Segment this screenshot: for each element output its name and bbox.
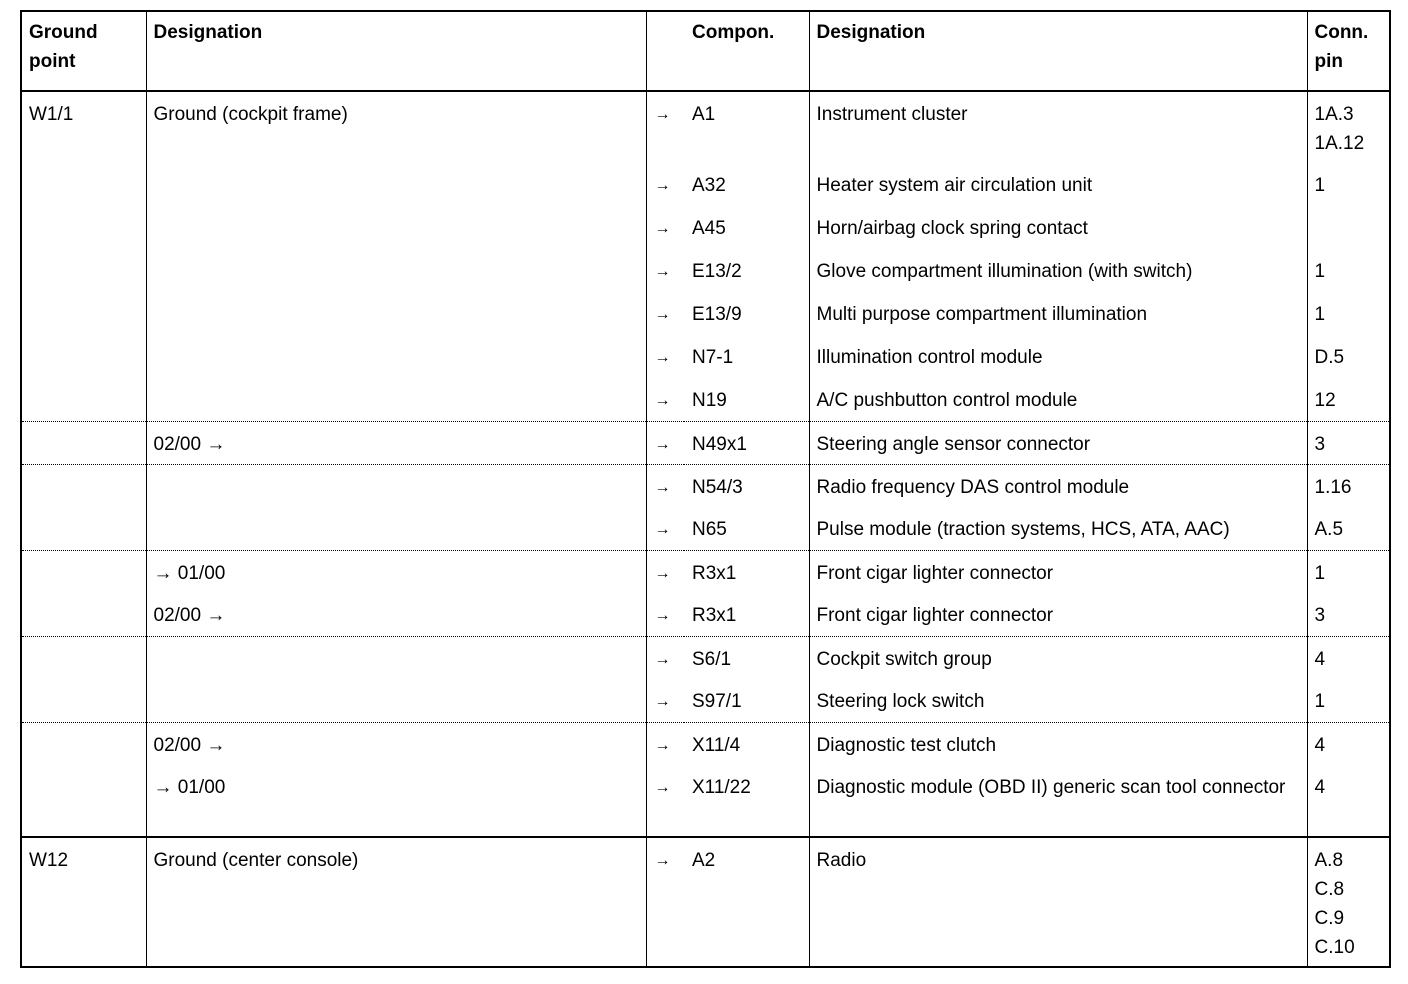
component-cell: E13/2: [684, 249, 809, 292]
designation-cell: Ground (cockpit frame): [146, 91, 646, 163]
component-designation-cell: Glove compartment illumination (with switch): [809, 249, 1307, 292]
table-header-row: [21, 11, 1390, 91]
arrow-cell: →: [646, 550, 684, 593]
designation-cell: [146, 378, 646, 421]
conn-pin-cell: [1307, 292, 1390, 335]
conn-pin-value: 12: [1314, 390, 1336, 411]
table-row: [21, 206, 1390, 249]
arrow-cell: →: [646, 206, 684, 249]
designation-cell: Ground (center console): [146, 837, 646, 967]
component-cell: S6/1: [684, 636, 809, 679]
ground-point-cell: [21, 206, 146, 249]
ground-point-cell: [21, 464, 146, 507]
component-cell: A2: [684, 837, 809, 967]
conn-pin-cell: [1307, 421, 1390, 464]
conn-pin-value: 1: [1314, 691, 1326, 712]
ground-point-cell: [21, 765, 146, 837]
conn-pin-value: D.5: [1314, 347, 1345, 368]
ground-point-cell: [21, 378, 146, 421]
component-designation-cell: Radio frequency DAS control module: [809, 464, 1307, 507]
table-row: [21, 679, 1390, 722]
conn-pin-value: A.5: [1314, 519, 1344, 540]
arrow-cell: →: [646, 249, 684, 292]
conn-pin-cell: [1307, 163, 1390, 206]
component-designation-cell: Heater system air circulation unit: [809, 163, 1307, 206]
table-row: [21, 335, 1390, 378]
table-row: [21, 765, 1390, 837]
ground-point-cell: [21, 507, 146, 550]
header-component: Compon.: [684, 11, 809, 91]
component-cell: A32: [684, 163, 809, 206]
component-designation-cell: Pulse module (traction systems, HCS, ATA, AAC): [809, 507, 1307, 550]
designation-cell: 02/00 →: [146, 722, 646, 765]
conn-pin-value: 1A.3: [1314, 104, 1354, 125]
header-arrow-spacer: [646, 11, 684, 91]
component-designation-cell: Steering angle sensor connector: [809, 421, 1307, 464]
component-designation-cell: Front cigar lighter connector: [809, 550, 1307, 593]
ground-point-cell: [21, 679, 146, 722]
arrow-cell: →: [646, 335, 684, 378]
table-row: [21, 292, 1390, 335]
ground-point-cell: W1/1: [21, 91, 146, 163]
component-cell: E13/9: [684, 292, 809, 335]
conn-pin-value: 1: [1314, 261, 1326, 282]
table-row: [21, 593, 1390, 636]
arrow-cell: →: [646, 91, 684, 163]
conn-pin-value: 3: [1314, 605, 1326, 626]
designation-cell: [146, 679, 646, 722]
designation-cell: → 01/00: [146, 765, 646, 837]
arrow-cell: →: [646, 292, 684, 335]
component-designation-cell: A/C pushbutton control module: [809, 378, 1307, 421]
designation-cell: 02/00 →: [146, 593, 646, 636]
component-designation-cell: Horn/airbag clock spring contact: [809, 206, 1307, 249]
component-cell: N7-1: [684, 335, 809, 378]
ground-point-cell: [21, 292, 146, 335]
conn-pin-cell: [1307, 679, 1390, 722]
component-designation-cell: Front cigar lighter connector: [809, 593, 1307, 636]
table-row: [21, 421, 1390, 464]
component-cell: N54/3: [684, 464, 809, 507]
ground-point-cell: [21, 722, 146, 765]
conn-pin-value: 3: [1314, 433, 1326, 455]
conn-pin-cell: [1307, 335, 1390, 378]
component-designation-cell: Radio: [809, 837, 1307, 967]
component-cell: A1: [684, 91, 809, 163]
component-designation-cell: Illumination control module: [809, 335, 1307, 378]
table-row: [21, 163, 1390, 206]
header-ground-point: Ground point: [21, 11, 146, 91]
table-row: [21, 91, 1390, 163]
arrow-cell: →: [646, 679, 684, 722]
component-designation-cell: Cockpit switch group: [809, 636, 1307, 679]
conn-pin-cell: [1307, 722, 1390, 765]
table-row: [21, 837, 1390, 967]
conn-pin-value: C.9: [1314, 908, 1345, 929]
component-cell: R3x1: [684, 550, 809, 593]
component-designation-cell: Instrument cluster: [809, 91, 1307, 163]
conn-pin-value: 1: [1314, 304, 1326, 325]
table-row: [21, 249, 1390, 292]
component-cell: N49x1: [684, 421, 809, 464]
designation-cell: [146, 206, 646, 249]
conn-pin-cell: [1307, 249, 1390, 292]
arrow-cell: →: [646, 163, 684, 206]
table-row: [21, 550, 1390, 593]
ground-point-cell: [21, 335, 146, 378]
table-row: [21, 722, 1390, 765]
conn-pin-cell: [1307, 378, 1390, 421]
component-cell: N19: [684, 378, 809, 421]
header-component-designation: Designation: [809, 11, 1307, 91]
component-cell: A45: [684, 206, 809, 249]
component-designation-cell: Diagnostic module (OBD II) generic scan tool connector: [809, 765, 1307, 837]
component-cell: N65: [684, 507, 809, 550]
designation-cell: 02/00 →: [146, 421, 646, 464]
conn-pin-cell: [1307, 837, 1390, 967]
ground-point-cell: W12: [21, 837, 146, 967]
conn-pin-value: 4: [1314, 648, 1326, 670]
conn-pin-value: 1: [1314, 562, 1326, 584]
designation-cell: [146, 335, 646, 378]
component-designation-cell: Steering lock switch: [809, 679, 1307, 722]
ground-point-cell: [21, 593, 146, 636]
conn-pin-value: 1A.12: [1314, 133, 1365, 154]
table-row: [21, 378, 1390, 421]
arrow-cell: →: [646, 378, 684, 421]
component-designation-cell: Diagnostic test clutch: [809, 722, 1307, 765]
component-cell: S97/1: [684, 679, 809, 722]
conn-pin-value: 4: [1314, 777, 1326, 798]
component-cell: X11/22: [684, 765, 809, 837]
conn-pin-value: 4: [1314, 734, 1326, 756]
header-designation: Designation: [146, 11, 646, 91]
arrow-cell: →: [646, 421, 684, 464]
table-row: [21, 507, 1390, 550]
ground-point-cell: [21, 421, 146, 464]
ground-points-table: [20, 10, 1391, 968]
conn-pin-value: A.8: [1314, 850, 1344, 871]
table-row: [21, 464, 1390, 507]
conn-pin-cell: [1307, 550, 1390, 593]
conn-pin-cell: [1307, 91, 1390, 163]
designation-cell: [146, 163, 646, 206]
arrow-cell: →: [646, 507, 684, 550]
arrow-cell: →: [646, 722, 684, 765]
conn-pin-cell: [1307, 206, 1390, 249]
component-cell: R3x1: [684, 593, 809, 636]
conn-pin-value: C.8: [1314, 879, 1345, 900]
conn-pin-cell: [1307, 464, 1390, 507]
ground-point-cell: [21, 249, 146, 292]
designation-cell: [146, 507, 646, 550]
conn-pin-cell: [1307, 593, 1390, 636]
arrow-cell: →: [646, 765, 684, 837]
header-conn-pin: Conn. pin: [1307, 11, 1390, 91]
component-cell: X11/4: [684, 722, 809, 765]
arrow-cell: →: [646, 636, 684, 679]
arrow-cell: →: [646, 593, 684, 636]
designation-cell: [146, 464, 646, 507]
component-designation-cell: Multi purpose compartment illumination: [809, 292, 1307, 335]
ground-point-cell: [21, 550, 146, 593]
conn-pin-value: 1: [1314, 175, 1326, 196]
ground-point-cell: [21, 636, 146, 679]
designation-cell: [146, 249, 646, 292]
conn-pin-cell: [1307, 636, 1390, 679]
conn-pin-cell: [1307, 765, 1390, 837]
conn-pin-value: C.10: [1314, 937, 1355, 958]
arrow-cell: →: [646, 464, 684, 507]
designation-cell: [146, 292, 646, 335]
ground-point-cell: [21, 163, 146, 206]
conn-pin-cell: [1307, 507, 1390, 550]
designation-cell: → 01/00: [146, 550, 646, 593]
table-row: [21, 636, 1390, 679]
designation-cell: [146, 636, 646, 679]
arrow-cell: →: [646, 837, 684, 967]
conn-pin-value: 1.16: [1314, 476, 1352, 498]
